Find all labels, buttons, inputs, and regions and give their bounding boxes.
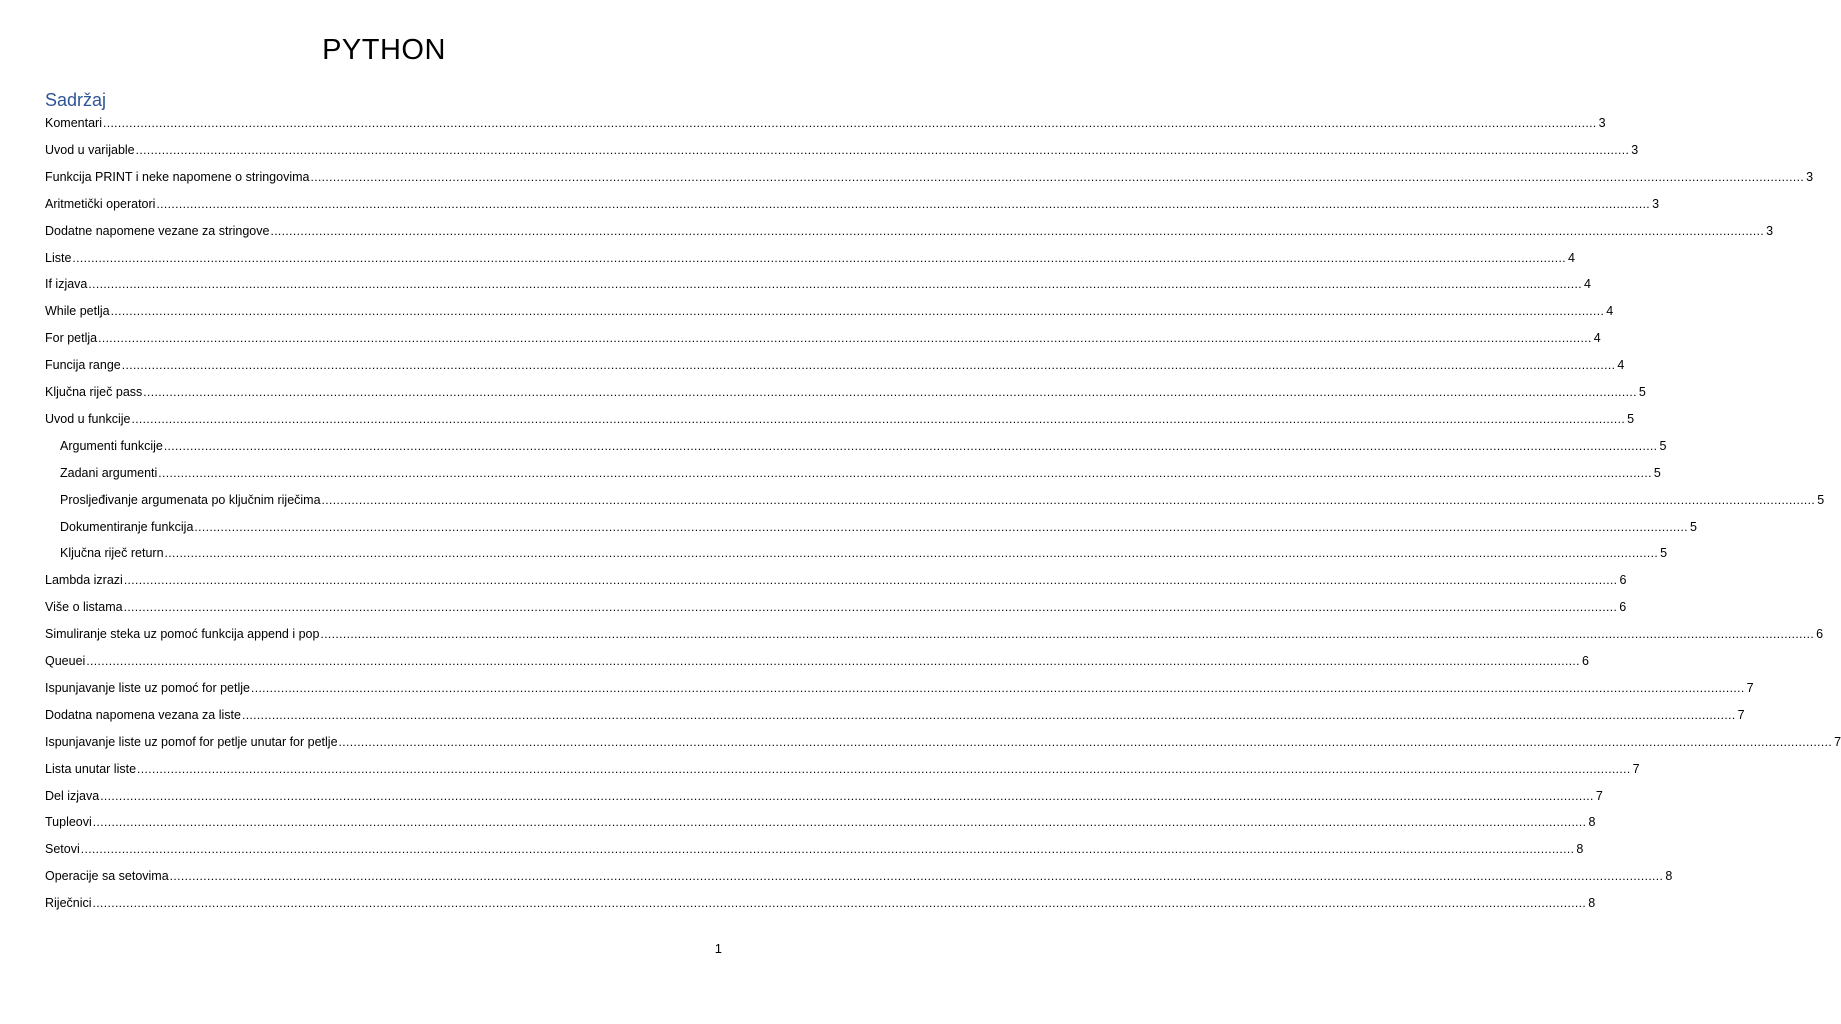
toc-dot-leader: ................................................................................................................................................................................................................................................................................................................................................................................................................ [250,680,1745,695]
toc-entry[interactable] [45,191,1660,218]
toc-entry-label: Uvod u varijable [45,142,135,157]
toc-entry-page: 5 [1638,385,1646,399]
toc-entry-page: 5 [1817,492,1825,507]
toc-entry-page: 7 [1746,680,1754,695]
toc-entry[interactable] [45,756,1640,783]
toc-entry-page: 4 [1584,277,1591,292]
toc-entry-label: Komentari [45,116,102,130]
toc-dot-leader: ................................................................................................................................................................................................................................................................................................................................................................................................................ [98,331,1592,346]
toc-dot-leader: ................................................................................................................................................................................................................................................................................................................................................................................................................ [135,142,1630,157]
toc-entry-label: While petlja [45,304,110,319]
toc-entry-label: Uvod u funkcije [45,411,131,426]
toc-entry-label: If izjava [45,277,88,292]
toc-dot-leader: ................................................................................................................................................................................................................................................................................................................................................................................................................ [86,654,1580,668]
toc-dot-leader: ................................................................................................................................................................................................................................................................................................................................................................................................................ [241,707,1736,722]
toc-entry[interactable] [45,406,1635,433]
toc-dot-leader: ................................................................................................................................................................................................................................................................................................................................................................................................................ [131,411,1626,426]
toc-dot-leader: ................................................................................................................................................................................................................................................................................................................................................................................................................ [88,277,1582,292]
toc-entry[interactable] [60,487,1825,514]
toc-entry-page: 5 [1690,519,1697,534]
toc-dot-leader: ................................................................................................................................................................................................................................................................................................................................................................................................................ [80,842,1575,857]
toc-entry-page: 4 [1593,331,1601,346]
toc-entry-label: Dokumentiranje funkcija [60,519,194,534]
toc-entry-page: 4 [1568,250,1575,265]
toc-entry[interactable] [45,110,1606,137]
toc-entry[interactable] [45,809,1596,836]
toc-dot-leader: ................................................................................................................................................................................................................................................................................................................................................................................................................ [143,385,1637,399]
toc-dot-leader: ................................................................................................................................................................................................................................................................................................................................................................................................................ [72,250,1566,265]
toc-entry[interactable] [45,702,1745,729]
toc-entry-label: Funcija range [45,358,121,373]
toc-entry-page: 3 [1652,196,1660,211]
toc-dot-leader: ................................................................................................................................................................................................................................................................................................................................................................................................................ [92,815,1587,830]
toc-entry-label: Setovi [45,842,80,857]
toc-entry[interactable] [45,567,1627,594]
toc-entry[interactable] [45,352,1625,379]
toc-dot-leader: ................................................................................................................................................................................................................................................................................................................................................................................................................ [158,465,1652,480]
toc-entry-page: 5 [1627,411,1635,426]
toc-entry-page: 3 [1806,169,1814,184]
toc-entry-page: 7 [1737,707,1745,722]
toc-entry-page: 4 [1606,304,1614,319]
toc-entry[interactable] [45,325,1601,352]
toc-dot-leader: ................................................................................................................................................................................................................................................................................................................................................................................................................ [270,223,1765,238]
toc-entry-page: 5 [1660,546,1668,561]
toc-dot-leader: ................................................................................................................................................................................................................................................................................................................................................................................................................ [164,546,1659,561]
toc-entry[interactable] [45,675,1754,702]
toc-entry-page: 6 [1581,654,1589,668]
toc-dot-leader: ................................................................................................................................................................................................................................................................................................................................................................................................................ [156,196,1651,211]
toc-entry-label: Tupleovi [45,815,92,830]
page-number: 1 [714,941,722,956]
toc-entry-label: Zadani argumenti [60,465,158,480]
toc-dot-leader: ................................................................................................................................................................................................................................................................................................................................................................................................................ [102,116,1597,130]
toc-entry[interactable] [60,460,1661,487]
toc-dot-leader: ................................................................................................................................................................................................................................................................................................................................................................................................................ [338,734,1833,749]
toc-dot-leader: ................................................................................................................................................................................................................................................................................................................................................................................................................ [123,600,1618,615]
toc-dot-leader: ................................................................................................................................................................................................................................................................................................................................................................................................................ [169,869,1664,884]
toc-entry-page: 6 [1816,627,1824,642]
toc-entry-label: Više o listama [45,600,123,615]
toc-entry-label: Queuei [45,654,86,668]
toc-entry-label: For petlja [45,331,98,346]
toc-entry[interactable] [45,218,1774,245]
toc-entry-page: 7 [1632,761,1640,776]
toc-entry[interactable] [45,298,1614,325]
toc-dot-leader: ................................................................................................................................................................................................................................................................................................................................................................................................................ [194,519,1688,534]
toc-entry-label: Del izjava [45,788,100,803]
toc-entry-label: Lambda izrazi [45,573,123,588]
toc-entry[interactable] [60,514,1697,541]
toc-entry-page: 3 [1766,223,1774,238]
toc-entry[interactable] [45,594,1627,621]
toc-entry-page: 7 [1834,734,1841,749]
toc-entry-label: Liste [45,250,72,265]
toc-entry[interactable] [45,783,1603,810]
toc-entry-label: Funkcija PRINT i neke napomene o stringovima [45,169,310,184]
toc-entry-label: Dodatna napomena vezana za liste [45,707,241,722]
toc-dot-leader: ................................................................................................................................................................................................................................................................................................................................................................................................................ [137,761,1631,776]
toc-entry-label: Ključna riječ pass [45,385,143,399]
toc-entry-label: Aritmetički operatori [45,196,156,211]
toc-entry[interactable] [45,863,1673,890]
toc-entry-label: Prosljeđivanje argumenata po ključnim riječima [60,492,321,507]
toc-dot-leader: ................................................................................................................................................................................................................................................................................................................................................................................................................ [121,358,1616,373]
toc-entry-label: Simuliranje steka uz pomoć funkcija append i pop [45,627,320,642]
toc-dot-leader: ................................................................................................................................................................................................................................................................................................................................................................................................................ [123,573,1618,588]
toc-dot-leader: ................................................................................................................................................................................................................................................................................................................................................................................................................ [321,492,1816,507]
toc-dot-leader: ................................................................................................................................................................................................................................................................................................................................................................................................................ [110,304,1605,319]
toc-dot-leader: ................................................................................................................................................................................................................................................................................................................................................................................................................ [92,896,1587,911]
toc-entry-page: 5 [1659,438,1667,453]
toc-entry[interactable] [60,540,1668,567]
toc-entry-page: 7 [1595,788,1603,803]
toc-dot-leader: ................................................................................................................................................................................................................................................................................................................................................................................................................ [100,788,1594,803]
toc-entry-page: 3 [1631,142,1639,157]
toc-entry[interactable] [45,890,1596,917]
toc-entry-label: Dodatne napomene vezane za stringove [45,223,270,238]
toc-entry-page: 4 [1617,358,1625,373]
toc-entry[interactable] [45,379,1646,406]
toc-entry-page: 6 [1619,573,1627,588]
toc-entry[interactable] [45,621,1824,648]
toc-entry-page: 6 [1619,600,1627,615]
toc-entry-label: Lista unutar liste [45,761,137,776]
toc-entry-label: Operacije sa setovima [45,869,169,884]
toc-entry-page: 8 [1588,896,1596,911]
toc-entry[interactable] [45,836,1584,863]
toc-entry-page: 5 [1653,465,1661,480]
toc-entry-label: Riječnici [45,896,92,911]
toc-entry-label: Ključna riječ return [60,546,164,561]
toc-entry-label: Argumenti funkcije [60,438,163,453]
toc-entry-page: 8 [1576,842,1584,857]
toc-dot-leader: ................................................................................................................................................................................................................................................................................................................................................................................................................ [310,169,1805,184]
toc-entry[interactable] [45,648,1589,675]
toc-dot-leader: ................................................................................................................................................................................................................................................................................................................................................................................................................ [163,438,1658,453]
toc-entry-page: 8 [1665,869,1673,884]
toc-entry[interactable] [60,433,1667,460]
toc-entry[interactable] [45,729,1841,756]
toc-entry-page: 8 [1588,815,1596,830]
document-title: PYTHON [322,34,446,66]
toc-entry[interactable] [45,164,1814,191]
toc-entry-label: Ispunjavanje liste uz pomoć for petlje [45,680,250,695]
toc-entry-label: Ispunjavanje liste uz pomof for petlje unutar for petlje [45,734,338,749]
toc-heading: Sadržaj [45,90,107,110]
toc-entry[interactable] [45,271,1591,298]
toc-entry[interactable] [45,137,1639,164]
toc-entry-page: 3 [1598,116,1606,130]
toc-entry[interactable] [45,245,1575,272]
toc-dot-leader: ................................................................................................................................................................................................................................................................................................................................................................................................................ [320,627,1815,642]
